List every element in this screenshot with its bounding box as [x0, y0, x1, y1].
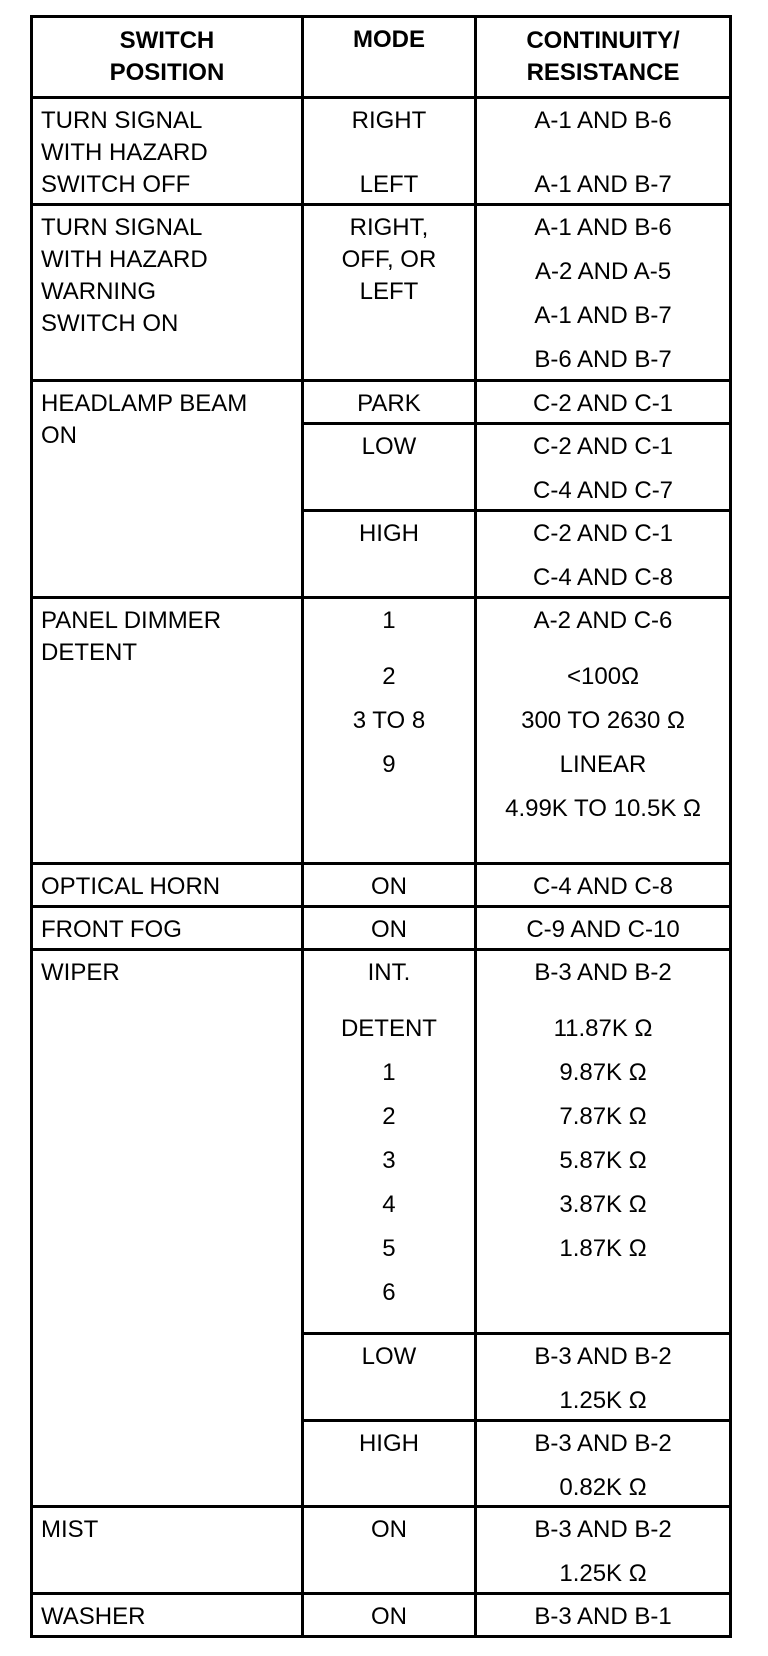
- mode-cell: 1 2 3 TO 8 9: [302, 597, 475, 863]
- position-cell: MIST: [32, 1507, 303, 1594]
- table-row-turn-signal-hazard-on: [32, 204, 731, 381]
- mode-cell: LOW: [302, 424, 475, 511]
- position-cell: TURN SIGNAL WITH HAZARD SWITCH OFF: [32, 97, 303, 204]
- position-cell: WASHER: [32, 1594, 303, 1637]
- header-mode: MODE: [302, 17, 475, 98]
- mode-cell: HIGH: [302, 1420, 475, 1507]
- resistance-cell: B-3 AND B-2 1.25K Ω: [476, 1333, 731, 1420]
- position-cell: PANEL DIMMER DETENT: [32, 597, 303, 863]
- mode-cell: INT. DETENT 1 2 3 4 5 6: [302, 949, 475, 1333]
- position-cell: FRONT FOG: [32, 907, 303, 950]
- resistance-cell: A-1 AND B-6 A-2 AND A-5 A-1 AND B-7 B-6 AND B-7: [476, 204, 731, 381]
- resistance-cell: B-3 AND B-2 0.82K Ω: [476, 1420, 731, 1507]
- mode-cell: LOW: [302, 1333, 475, 1420]
- resistance-cell: C-2 AND C-1 C-4 AND C-8: [476, 511, 731, 598]
- resistance-cell: B-3 AND B-2 11.87K Ω 9.87K Ω 7.87K Ω 5.87K Ω 3.87K Ω 1.87K Ω: [476, 949, 731, 1333]
- mode-cell: PARK: [302, 381, 475, 424]
- table-row-front-fog: [32, 907, 731, 950]
- table-row-mist: [32, 1507, 731, 1594]
- header-continuity-resistance: CONTINUITY/ RESISTANCE: [476, 17, 731, 98]
- resistance-cell: C-2 AND C-1 C-4 AND C-7: [476, 424, 731, 511]
- resistance-cell: A-2 AND C-6 <100Ω 300 TO 2630 Ω LINEAR 4.99K TO 10.5K Ω: [476, 597, 731, 863]
- position-cell: WIPER: [32, 949, 303, 1506]
- mode-cell: RIGHT LEFT: [302, 97, 475, 204]
- position-cell: TURN SIGNAL WITH HAZARD WARNING SWITCH ON: [32, 204, 303, 381]
- position-cell: HEADLAMP BEAM ON: [32, 381, 303, 597]
- resistance-cell: C-2 AND C-1: [476, 381, 731, 424]
- table-row-panel-dimmer: [32, 597, 731, 863]
- table-row-washer: [32, 1594, 731, 1637]
- table-row-wiper-int: [32, 949, 731, 1333]
- resistance-cell: C-4 AND C-8: [476, 864, 731, 907]
- mode-cell: ON: [302, 907, 475, 950]
- resistance-cell: A-1 AND B-6 A-1 AND B-7: [476, 97, 731, 204]
- table-row-optical-horn: [32, 864, 731, 907]
- mode-cell: ON: [302, 1507, 475, 1594]
- resistance-cell: B-3 AND B-1: [476, 1594, 731, 1637]
- header-switch-position: SWITCH POSITION: [32, 17, 303, 98]
- mode-cell: ON: [302, 1594, 475, 1637]
- position-cell: OPTICAL HORN: [32, 864, 303, 907]
- switch-test-table: [30, 15, 732, 1638]
- resistance-cell: B-3 AND B-2 1.25K Ω: [476, 1507, 731, 1594]
- mode-cell: HIGH: [302, 511, 475, 598]
- resistance-cell: C-9 AND C-10: [476, 907, 731, 950]
- mode-cell: ON: [302, 864, 475, 907]
- table-row-turn-signal-hazard-off: [32, 97, 731, 204]
- table-row-headlamp-park: [32, 381, 731, 424]
- header-row: [32, 17, 731, 98]
- mode-cell: RIGHT, OFF, OR LEFT: [302, 204, 475, 381]
